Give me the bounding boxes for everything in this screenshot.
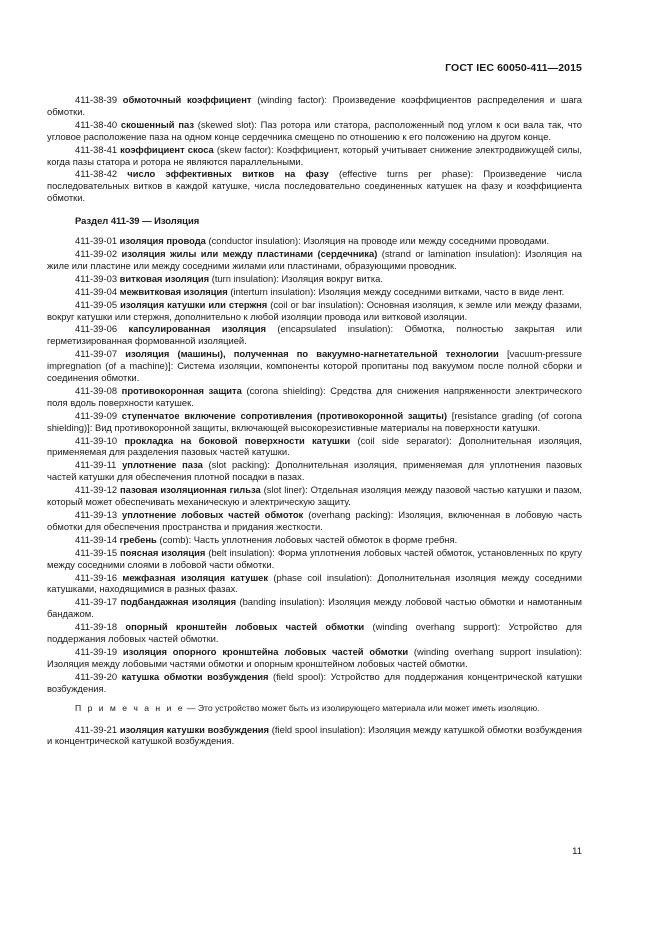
term-definition: [vacuum-pressure impregnation (of a machine)]: Система изоляции, компоненты которой пропитаны под вакуумом после полной сборки и соединения обмотки. [47, 348, 582, 384]
term-code: 411-39-01 [75, 235, 118, 247]
term-name: изоляция провода [119, 235, 206, 247]
term-name: ступенчатое включение сопротивления (противокоронной защиты) [121, 409, 448, 421]
definition-paragraph [47, 273, 582, 285]
definition-paragraph [47, 248, 582, 272]
term-definition: (slot liner): Отдельная изоляция между пазовой частью катушки и пазом, который может обеспечивать механическую и электрическую защиту. [47, 484, 583, 508]
term-definition: (coil or bar insulation): Основная изоляция, к земле или между фазами, вокруг катушки или стержня, дополнительно к любой изоляции провода или витковой изоляции. [47, 298, 582, 322]
term-name: поясная изоляция [120, 546, 206, 558]
term-definition: (skew factor): Коэффициент, который учитывает снижение электродвижущей силы, когда пазы статора и ротора не являются параллельными. [47, 143, 582, 167]
term-definition: (coil side separator): Дополнительная изоляция, применяемая для разделения пазовых частей катушки. [47, 434, 583, 458]
term-definition: (field spool insulation): Изоляция между катушкой обмотки возбуждения и концентрической катушкой возбуждения. [47, 723, 582, 747]
definition-paragraph [47, 235, 582, 247]
note-label: П р и м е ч а н и е [75, 702, 185, 713]
term-code: 411-39-11 [75, 459, 117, 471]
term-name: изоляция (машины), полученная по вакуумно-нагнетательной технологии [125, 348, 499, 360]
definition-paragraph [47, 509, 582, 533]
note-text: — Это устройство может быть из изолирующего материала или может иметь изоляцию. [184, 702, 540, 713]
definition-paragraph [47, 299, 582, 323]
term-definition: (slot packing): Дополнительная изоляция, применяемая для уплотнения пазовых частей катушки для обеспечения плотной посадки в пазах. [47, 459, 583, 483]
term-code: 411-38-42 [75, 168, 118, 180]
term-definition: (phase coil insulation): Дополнительная изоляция между соседними катушками, находящимися в разных фазах. [47, 571, 582, 595]
term-name: прокладка на боковой поверхности катушки [124, 434, 351, 446]
term-code: 411-38-41 [75, 143, 118, 155]
definition-paragraph [47, 596, 582, 620]
term-code: 411-39-10 [75, 434, 118, 446]
definition-paragraph [47, 144, 582, 168]
term-code: 411-38-40 [75, 118, 118, 130]
term-definition: (effective turns per phase): Произведение числа последовательных витков в каждой катушке, числа последовательно соединенных катушек на фазу и коэффициента обмотки. [47, 168, 583, 204]
definition-paragraph [47, 534, 582, 546]
term-name: изоляция катушки или стержня [120, 298, 268, 310]
term-name: изоляция жилы или между пластинами (сердечника) [121, 247, 378, 259]
definition-paragraph [47, 410, 582, 434]
page-number: 11 [572, 846, 582, 857]
term-definition: (winding overhang support): Устройство для поддержания лобовых частей обмотки. [47, 621, 583, 645]
definition-paragraph [47, 547, 582, 571]
term-definition: (winding factor): Произведение коэффициентов распределения и шага обмотки. [47, 94, 582, 117]
term-code: 411-39-20 [75, 670, 118, 682]
definition-paragraph [47, 621, 582, 645]
term-definition: (interturn insulation): Изоляция между соседними витками, часто в виде лент. [227, 285, 565, 297]
term-code: 411-39-14 [75, 533, 118, 545]
term-definition: [resistance grading (of corona shielding)]: Вид противокоронной защиты, включающей высокорезистивные материалы на поверхности катушки. [47, 409, 583, 433]
section-title: Раздел 411-39 — Изоляция [75, 215, 200, 227]
term-name: коэффициент скоса [120, 143, 214, 155]
term-name: число эффективных витков на фазу [127, 168, 329, 180]
term-name: опорный кронштейн лобовых частей обмотки [125, 621, 365, 633]
document-body [47, 94, 582, 748]
definition-paragraph [47, 646, 582, 670]
term-name: пазовая изоляционная гильза [119, 484, 261, 496]
main-paragraphs [47, 235, 582, 695]
term-definition: (banding insulation): Изоляция между лобовой частью обмотки и намотанным бандажом. [47, 596, 582, 620]
standard-header: ГОСТ IEC 60050-411—2015 [445, 62, 582, 74]
term-definition: (overhang packing): Изоляция, включенная в лобовую часть обмотки для обеспечения пространства и придания жесткости. [47, 509, 582, 532]
definition-paragraph [47, 323, 582, 347]
definition-paragraph [47, 459, 582, 483]
term-definition: (winding overhang support insulation): Изоляция между лобовыми частями обмотки и опорным кронштейном лобовых частей обмотки. [47, 645, 582, 669]
term-code: 411-39-07 [75, 348, 118, 360]
term-definition: (comb): Часть уплотнения лобовых частей обмоток в форме гребня. [156, 533, 458, 545]
definition-paragraph [47, 119, 582, 143]
definition-paragraph [47, 168, 582, 204]
term-code: 411-39-12 [75, 484, 118, 496]
definition-paragraph [47, 94, 582, 118]
term-code: 411-39-09 [75, 409, 118, 421]
term-code: 411-39-05 [75, 298, 118, 310]
term-code: 411-39-17 [75, 596, 118, 608]
term-name: изоляция катушки возбуждения [119, 723, 270, 735]
term-name: межфазная изоляция катушек [122, 571, 269, 583]
term-definition: (corona shielding): Средства для снижения напряженности электрического поля вдоль поверхности катушек. [47, 384, 582, 408]
definition-paragraph [47, 484, 582, 508]
term-name: капсулированная изоляция [128, 323, 266, 335]
term-name: витковая изоляция [119, 272, 210, 284]
term-name: изоляция опорного кронштейна лобовых частей обмотки [122, 645, 409, 657]
definition-paragraph [47, 572, 582, 596]
term-name: скошенный паз [120, 118, 194, 130]
term-code: 411-39-02 [75, 247, 118, 259]
term-code: 411-39-13 [75, 509, 118, 520]
term-name: катушка обмотки возбуждения [121, 670, 269, 682]
term-code: 411-39-04 [75, 285, 118, 297]
term-code: 411-39-16 [75, 571, 118, 583]
definition-paragraph [47, 286, 582, 298]
term-definition: (encapsulated insulation): Обмотка, полностью закрытая или герметизированная формованной изоляцией. [47, 323, 582, 347]
term-code: 411-39-18 [75, 621, 118, 633]
term-definition: (turn insulation): Изоляция вокруг витка. [209, 272, 383, 284]
term-code: 411-39-15 [75, 546, 118, 558]
term-code: 411-38-39 [75, 94, 118, 105]
term-name: уплотнение лобовых частей обмоток [122, 509, 304, 520]
term-name: подбандажная изоляция [120, 596, 237, 608]
term-name: противокоронная защита [121, 384, 242, 396]
term-code: 411-39-06 [75, 323, 118, 335]
term-name: уплотнение паза [122, 459, 203, 471]
term-definition: (belt insulation): Форма уплотнения лобовых частей обмоток, установленных по кругу между соседними слоями в лобовой части обмотки. [47, 546, 582, 570]
note [47, 703, 582, 715]
definition-paragraph [47, 435, 582, 459]
term-code: 411-39-08 [75, 384, 118, 396]
term-definition: (skewed slot): Паз ротора или статора, расположенный под углом к оси вала так, что угловое расположение паза на одном конце сердечника смещено по отношению к его положению на другом конце. [47, 118, 582, 142]
term-code: 411-39-19 [75, 645, 118, 657]
term-name: гребень [119, 533, 157, 545]
term-code: 411-39-03 [75, 272, 118, 284]
definition-paragraph [47, 671, 582, 695]
term-code: 411-39-21 [75, 723, 118, 735]
term-name: межвитковая изоляция [119, 285, 228, 297]
term-definition: (field spool): Устройство для поддержания концентрической катушки возбуждения. [47, 670, 583, 694]
top-paragraphs [47, 94, 582, 204]
definition-paragraph [47, 348, 582, 384]
term-definition: (strand or lamination insulation): Изоляция на жиле или пластине или между соседними жилами или пластинами, образующими проводник. [47, 247, 582, 271]
term-definition: (conductor insulation): Изоляция на проводе или между соседними проводами. [205, 235, 550, 247]
definition-paragraph-last [47, 724, 582, 748]
term-name: обмоточный коэффициент [122, 94, 252, 105]
definition-paragraph [47, 385, 582, 409]
